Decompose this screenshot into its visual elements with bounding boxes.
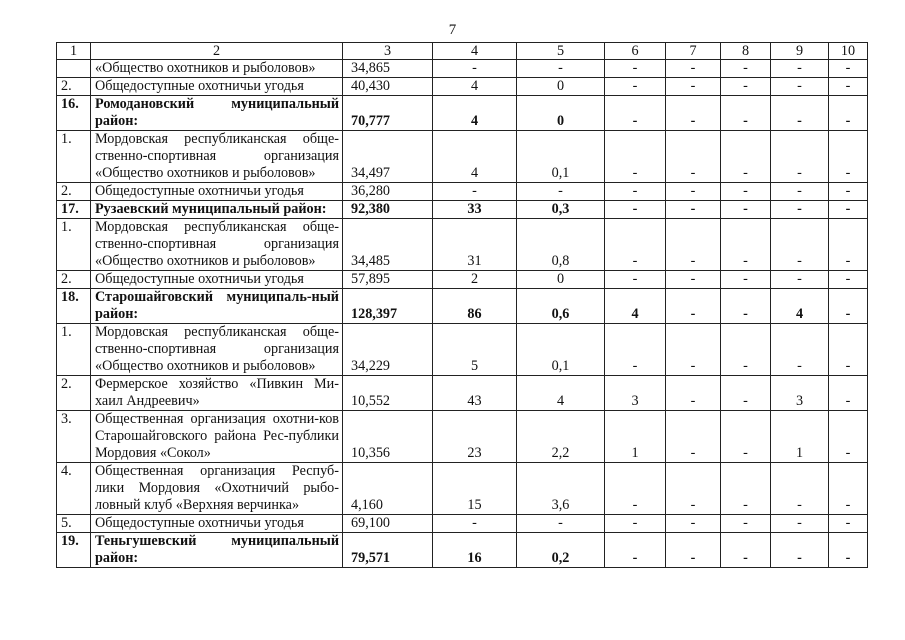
header-cell: 10	[829, 43, 868, 60]
count-value: -	[605, 463, 666, 515]
count-value: -	[721, 60, 771, 78]
count-value: -	[721, 131, 771, 183]
count-value: -	[829, 515, 868, 533]
area-value: 57,895	[343, 271, 433, 289]
count-value: -	[721, 219, 771, 271]
count-value: 0,8	[517, 219, 605, 271]
count-value: -	[771, 219, 829, 271]
area-value: 79,571	[343, 533, 433, 568]
count-value: -	[829, 96, 868, 131]
count-value: 15	[433, 463, 517, 515]
count-value: -	[605, 324, 666, 376]
count-value: -	[666, 289, 721, 324]
row-number: 19.	[57, 533, 91, 568]
district-name: Старошайговский муниципаль-ный район:	[91, 289, 343, 324]
count-value: 0,2	[517, 533, 605, 568]
header-cell: 2	[91, 43, 343, 60]
count-value: 2	[433, 271, 517, 289]
area-value: 69,100	[343, 515, 433, 533]
row-number: 18.	[57, 289, 91, 324]
row-number: 3.	[57, 411, 91, 463]
count-value: 1	[605, 411, 666, 463]
count-value: -	[829, 411, 868, 463]
count-value: 1	[771, 411, 829, 463]
table-row	[57, 183, 868, 201]
organization-name: Фермерское хозяйство «Пивкин Ми-хаил Андреевич»	[91, 376, 343, 411]
count-value: 0	[517, 271, 605, 289]
count-value: -	[605, 131, 666, 183]
count-value: -	[829, 463, 868, 515]
count-value: -	[721, 183, 771, 201]
count-value: -	[666, 96, 721, 131]
count-value: -	[605, 183, 666, 201]
count-value: 43	[433, 376, 517, 411]
area-value: 10,552	[343, 376, 433, 411]
row-number: 2.	[57, 271, 91, 289]
count-value: -	[666, 183, 721, 201]
hunting-grounds-table	[56, 42, 868, 568]
count-value: 0,1	[517, 324, 605, 376]
count-value: -	[829, 289, 868, 324]
header-cell: 9	[771, 43, 829, 60]
count-value: -	[829, 376, 868, 411]
count-value: -	[829, 533, 868, 568]
count-value: -	[829, 271, 868, 289]
area-value: 4,160	[343, 463, 433, 515]
count-value: -	[605, 533, 666, 568]
count-value: -	[721, 463, 771, 515]
count-value: -	[721, 201, 771, 219]
count-value: -	[433, 60, 517, 78]
count-value: -	[721, 271, 771, 289]
count-value: -	[829, 183, 868, 201]
table-row	[57, 515, 868, 533]
organization-name: Общедоступные охотничьи угодья	[91, 271, 343, 289]
count-value: -	[771, 60, 829, 78]
count-value: 3	[771, 376, 829, 411]
count-value: 4	[517, 376, 605, 411]
count-value: -	[829, 60, 868, 78]
count-value: -	[829, 219, 868, 271]
count-value: -	[666, 411, 721, 463]
count-value: 16	[433, 533, 517, 568]
table-row	[57, 60, 868, 78]
count-value: -	[771, 533, 829, 568]
count-value: 86	[433, 289, 517, 324]
count-value: -	[771, 515, 829, 533]
count-value: -	[771, 96, 829, 131]
table-row	[57, 219, 868, 271]
count-value: -	[721, 376, 771, 411]
count-value: -	[605, 201, 666, 219]
area-value: 92,380	[343, 201, 433, 219]
count-value: -	[721, 324, 771, 376]
count-value: -	[605, 271, 666, 289]
count-value: -	[666, 271, 721, 289]
organization-name: Общественная организация Респуб-лики Мордовия «Охотничий рыбо-ловный клуб «Верхняя верчинка»	[91, 463, 343, 515]
page-number: 7	[448, 22, 457, 38]
row-number: 1.	[57, 219, 91, 271]
row-number	[57, 60, 91, 78]
table-row	[57, 271, 868, 289]
row-number: 5.	[57, 515, 91, 533]
count-value: -	[721, 289, 771, 324]
count-value: -	[666, 131, 721, 183]
count-value: -	[605, 219, 666, 271]
count-value: -	[517, 183, 605, 201]
count-value: 31	[433, 219, 517, 271]
count-value: -	[721, 515, 771, 533]
count-value: -	[433, 515, 517, 533]
count-value: -	[771, 201, 829, 219]
count-value: 23	[433, 411, 517, 463]
row-number: 1.	[57, 131, 91, 183]
count-value: -	[771, 131, 829, 183]
table-row	[57, 463, 868, 515]
count-value: 4	[771, 289, 829, 324]
count-value: -	[666, 324, 721, 376]
count-value: -	[829, 131, 868, 183]
header-cell: 8	[721, 43, 771, 60]
district-name: Рузаевский муниципальный район:	[91, 201, 343, 219]
organization-name: Мордовская республиканская обще-ственно-спортивная организация «Общество охотников и рыболовов»	[91, 324, 343, 376]
organization-name: Общедоступные охотничьи угодья	[91, 515, 343, 533]
district-row	[57, 201, 868, 219]
count-value: 4	[605, 289, 666, 324]
header-cell: 5	[517, 43, 605, 60]
row-number: 2.	[57, 183, 91, 201]
count-value: -	[605, 96, 666, 131]
header-cell: 1	[57, 43, 91, 60]
count-value: -	[666, 78, 721, 96]
row-number: 2.	[57, 376, 91, 411]
row-number: 17.	[57, 201, 91, 219]
count-value: -	[666, 219, 721, 271]
table-body	[57, 60, 868, 568]
organization-name: Мордовская республиканская обще-ственно-спортивная организация «Общество охотников и рыболовов»	[91, 131, 343, 183]
header-cell: 4	[433, 43, 517, 60]
area-value: 34,229	[343, 324, 433, 376]
district-name: Ромодановский муниципальный район:	[91, 96, 343, 131]
count-value: 4	[433, 96, 517, 131]
count-value: -	[605, 78, 666, 96]
count-value: -	[771, 463, 829, 515]
count-value: 0,1	[517, 131, 605, 183]
area-value: 70,777	[343, 96, 433, 131]
area-value: 34,497	[343, 131, 433, 183]
district-name: Теньгушевский муниципальный район:	[91, 533, 343, 568]
count-value: 3,6	[517, 463, 605, 515]
area-value: 34,865	[343, 60, 433, 78]
count-value: -	[771, 324, 829, 376]
row-number: 4.	[57, 463, 91, 515]
area-value: 34,485	[343, 219, 433, 271]
row-number: 1.	[57, 324, 91, 376]
count-value: 0,3	[517, 201, 605, 219]
count-value: -	[666, 463, 721, 515]
count-value: -	[517, 60, 605, 78]
organization-name: «Общество охотников и рыболовов»	[91, 60, 343, 78]
organization-name: Мордовская республиканская обще-ственно-спортивная организация «Общество охотников и рыболовов»	[91, 219, 343, 271]
table-row	[57, 411, 868, 463]
count-value: -	[721, 411, 771, 463]
count-value: -	[721, 533, 771, 568]
area-value: 128,397	[343, 289, 433, 324]
district-row	[57, 96, 868, 131]
district-row	[57, 289, 868, 324]
area-value: 40,430	[343, 78, 433, 96]
count-value: 2,2	[517, 411, 605, 463]
header-cell: 3	[343, 43, 433, 60]
table-row	[57, 376, 868, 411]
count-value: -	[721, 96, 771, 131]
table-row	[57, 78, 868, 96]
organization-name: Общественная организация охотни-ков Старошайговского района Рес-публики Мордовия «Сокол»	[91, 411, 343, 463]
count-value: 0,6	[517, 289, 605, 324]
count-value: -	[605, 60, 666, 78]
organization-name: Общедоступные охотничьи угодья	[91, 183, 343, 201]
count-value: -	[721, 78, 771, 96]
count-value: -	[666, 376, 721, 411]
count-value: -	[605, 515, 666, 533]
count-value: 4	[433, 78, 517, 96]
count-value: -	[517, 515, 605, 533]
count-value: -	[433, 183, 517, 201]
count-value: -	[771, 271, 829, 289]
count-value: 4	[433, 131, 517, 183]
district-row	[57, 533, 868, 568]
count-value: 0	[517, 96, 605, 131]
count-value: -	[666, 201, 721, 219]
count-value: 5	[433, 324, 517, 376]
header-cell: 7	[666, 43, 721, 60]
count-value: -	[771, 183, 829, 201]
count-value: -	[666, 60, 721, 78]
count-value: 33	[433, 201, 517, 219]
area-value: 10,356	[343, 411, 433, 463]
row-number: 2.	[57, 78, 91, 96]
row-number: 16.	[57, 96, 91, 131]
count-value: 3	[605, 376, 666, 411]
header-cell: 6	[605, 43, 666, 60]
column-number-row	[57, 43, 868, 60]
table-row	[57, 131, 868, 183]
organization-name: Общедоступные охотничьи угодья	[91, 78, 343, 96]
count-value: -	[666, 533, 721, 568]
count-value: 0	[517, 78, 605, 96]
count-value: -	[666, 515, 721, 533]
table-row	[57, 324, 868, 376]
count-value: -	[829, 324, 868, 376]
count-value: -	[771, 78, 829, 96]
count-value: -	[829, 201, 868, 219]
area-value: 36,280	[343, 183, 433, 201]
count-value: -	[829, 78, 868, 96]
